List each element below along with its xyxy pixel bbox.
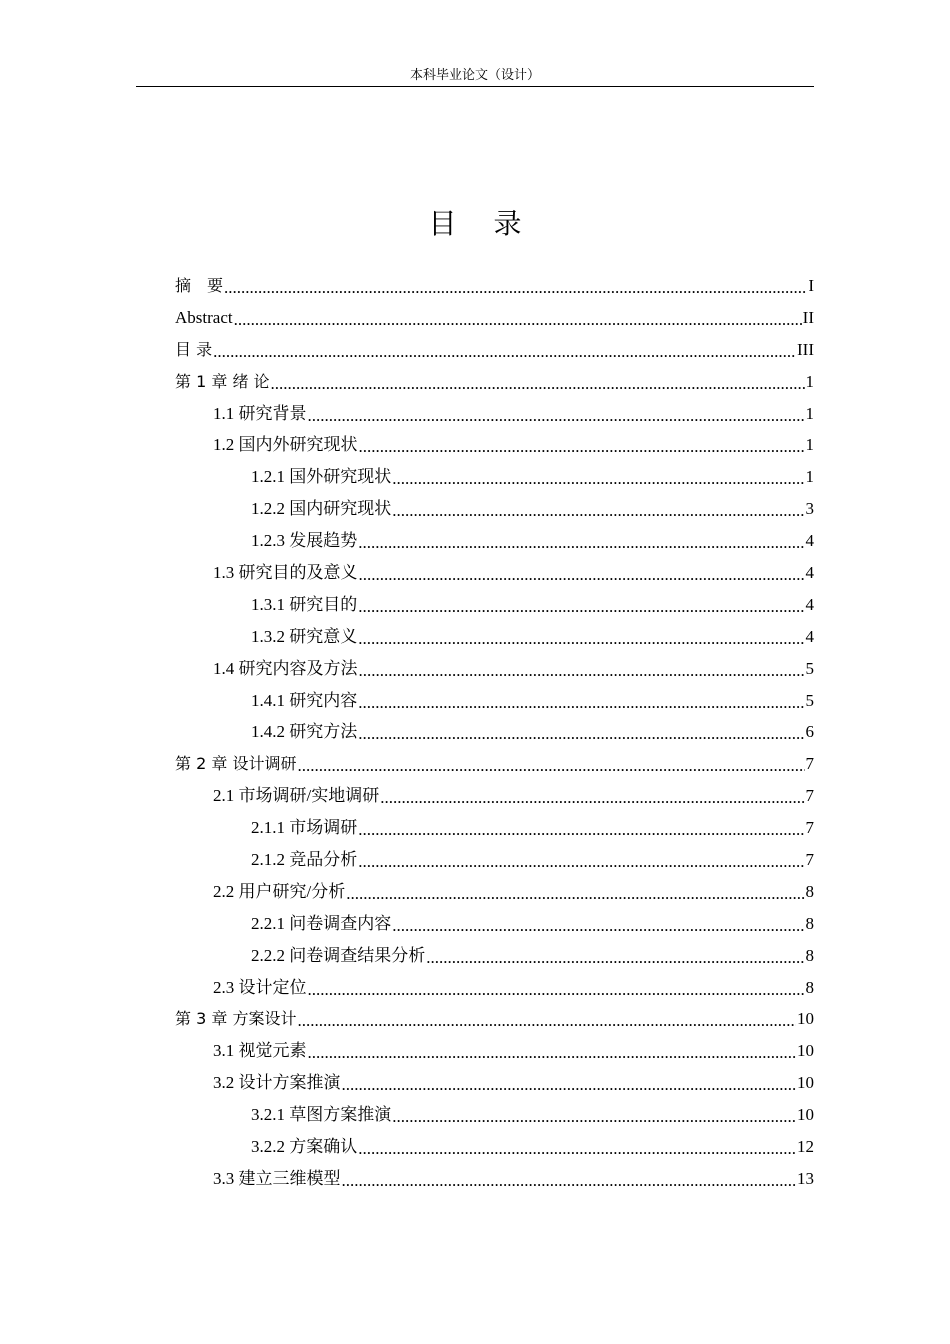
toc-page-number: 10 <box>797 1105 814 1125</box>
toc-dot-leader <box>308 1043 797 1063</box>
toc-entry[interactable] <box>175 302 814 334</box>
toc-entry-title: 3.2.2 方案确认 <box>251 1136 358 1156</box>
toc-page-number: 5 <box>805 658 814 678</box>
toc-entry-title: 3.2.1 草图方案推演 <box>251 1105 392 1125</box>
table-of-contents <box>175 270 814 1195</box>
toc-entry-title: 摘 要 <box>175 275 224 295</box>
toc-page-number: 8 <box>805 913 814 933</box>
toc-entry[interactable] <box>175 334 814 366</box>
toc-entry[interactable] <box>175 844 814 876</box>
toc-page-number: 13 <box>797 1168 814 1188</box>
toc-dot-leader <box>358 597 804 617</box>
toc-page-number: 10 <box>797 1073 814 1093</box>
running-header <box>136 66 814 87</box>
toc-page-number: 4 <box>805 594 814 614</box>
toc-entry[interactable] <box>175 780 814 812</box>
toc-dot-leader <box>359 565 805 585</box>
toc-page-number: 7 <box>805 754 814 774</box>
toc-dot-leader <box>308 980 805 1000</box>
toc-entry-title: 2.1.2 竞品分析 <box>251 849 358 869</box>
toc-page-number: III <box>797 339 814 359</box>
toc-entry-title: 1.2.1 国外研究现状 <box>251 467 392 487</box>
toc-entry-title: 2.2 用户研究/分析 <box>213 881 346 901</box>
toc-entry-title: 3.3 建立三维模型 <box>213 1168 341 1188</box>
toc-entry[interactable] <box>175 461 814 493</box>
toc-entry-title: 2.1.1 市场调研 <box>251 818 358 838</box>
toc-entry[interactable] <box>175 972 814 1004</box>
toc-entry[interactable] <box>175 685 814 717</box>
toc-entry[interactable] <box>175 1003 814 1035</box>
toc-entry[interactable] <box>175 429 814 461</box>
toc-entry[interactable] <box>175 589 814 621</box>
toc-dot-leader <box>234 310 802 330</box>
toc-entry-title: 2.2.1 问卷调查内容 <box>251 913 392 933</box>
toc-entry[interactable] <box>175 653 814 685</box>
toc-dot-leader <box>380 788 804 808</box>
toc-entry[interactable] <box>175 366 814 398</box>
toc-dot-leader <box>346 884 804 904</box>
toc-entry-title: 1.1 研究背景 <box>213 403 307 423</box>
toc-page-number: I <box>808 275 814 295</box>
toc-dot-leader <box>392 1107 796 1127</box>
toc-dot-leader <box>297 756 804 776</box>
toc-entry[interactable] <box>175 940 814 972</box>
toc-dot-leader <box>358 533 804 553</box>
toc-entry[interactable] <box>175 1163 814 1195</box>
toc-entry-title: 1.2.2 国内研究现状 <box>251 499 392 519</box>
toc-entry-title: 3.1 视觉元素 <box>213 1041 307 1061</box>
toc-entry-title: 目 录 <box>175 339 213 359</box>
toc-dot-leader <box>358 629 804 649</box>
toc-page-number: 4 <box>805 562 814 582</box>
toc-dot-leader <box>426 948 804 968</box>
toc-entry[interactable] <box>175 1067 814 1099</box>
toc-entry[interactable] <box>175 876 814 908</box>
toc-page-number: 1 <box>805 371 814 391</box>
toc-dot-leader <box>392 501 804 521</box>
toc-page-number: 4 <box>805 626 814 646</box>
toc-page-number: 5 <box>805 690 814 710</box>
toc-entry[interactable] <box>175 1035 814 1067</box>
toc-entry-title: Abstract <box>175 307 233 327</box>
toc-page-number: 10 <box>797 1041 814 1061</box>
toc-page-number: 8 <box>805 945 814 965</box>
toc-entry-title: 1.3.1 研究目的 <box>251 594 358 614</box>
toc-page-number: 4 <box>805 531 814 551</box>
toc-page-number: 1 <box>805 467 814 487</box>
toc-dot-leader <box>359 437 805 457</box>
toc-entry-title: 2.2.2 问卷调查结果分析 <box>251 945 426 965</box>
toc-entry[interactable] <box>175 748 814 780</box>
toc-entry[interactable] <box>175 908 814 940</box>
toc-entry[interactable] <box>175 812 814 844</box>
toc-entry-title: 第 2 章 设计调研 <box>175 754 297 774</box>
toc-dot-leader <box>392 916 804 936</box>
toc-entry-title: 1.4.2 研究方法 <box>251 722 358 742</box>
toc-entry-title: 1.4.1 研究内容 <box>251 690 358 710</box>
toc-dot-leader <box>342 1171 797 1191</box>
toc-entry-title: 1.2.3 发展趋势 <box>251 531 358 551</box>
toc-page-number: 1 <box>805 403 814 423</box>
toc-entry-title: 2.3 设计定位 <box>213 977 307 997</box>
toc-page-number: 6 <box>805 722 814 742</box>
toc-entry[interactable] <box>175 1131 814 1163</box>
toc-entry-title: 3.2 设计方案推演 <box>213 1073 341 1093</box>
toc-entry-title: 第 1 章 绪 论 <box>175 371 270 391</box>
toc-page-number: 12 <box>797 1136 814 1156</box>
toc-page-number: 7 <box>805 818 814 838</box>
toc-dot-leader <box>358 820 804 840</box>
toc-page-number: 1 <box>805 435 814 455</box>
toc-entry-title: 1.3.2 研究意义 <box>251 626 358 646</box>
toc-entry-title: 第 3 章 方案设计 <box>175 1009 297 1029</box>
toc-dot-leader <box>358 693 804 713</box>
toc-page-number: II <box>802 307 814 327</box>
toc-entry-title: 1.4 研究内容及方法 <box>213 658 358 678</box>
toc-dot-leader <box>213 342 796 362</box>
toc-entry[interactable] <box>175 1099 814 1131</box>
toc-page-number: 8 <box>805 977 814 997</box>
page-title: 目 录 <box>428 207 536 240</box>
toc-entry[interactable] <box>175 398 814 430</box>
toc-entry[interactable] <box>175 525 814 557</box>
toc-dot-leader <box>358 1139 796 1159</box>
toc-dot-leader <box>297 1011 796 1031</box>
toc-entry[interactable] <box>175 493 814 525</box>
toc-dot-leader <box>308 406 805 426</box>
toc-entry-title: 1.3 研究目的及意义 <box>213 562 358 582</box>
toc-entry[interactable] <box>175 557 814 589</box>
toc-dot-leader <box>271 374 805 394</box>
running-header-text: 本科毕业论文（设计） <box>409 67 540 82</box>
toc-dot-leader <box>358 724 804 744</box>
toc-dot-leader <box>392 469 804 489</box>
toc-entry[interactable] <box>175 621 814 653</box>
toc-dot-leader <box>358 852 804 872</box>
toc-page-number: 3 <box>805 499 814 519</box>
toc-page-number: 7 <box>805 786 814 806</box>
toc-entry[interactable] <box>175 270 814 302</box>
toc-entry[interactable] <box>175 716 814 748</box>
toc-dot-leader <box>224 278 807 298</box>
toc-page-number: 10 <box>797 1009 814 1029</box>
toc-entry-title: 1.2 国内外研究现状 <box>213 435 358 455</box>
toc-dot-leader <box>342 1075 797 1095</box>
toc-page-number: 7 <box>805 849 814 869</box>
toc-page-number: 8 <box>805 881 814 901</box>
toc-dot-leader <box>359 661 805 681</box>
toc-entry-title: 2.1 市场调研/实地调研 <box>213 786 380 806</box>
